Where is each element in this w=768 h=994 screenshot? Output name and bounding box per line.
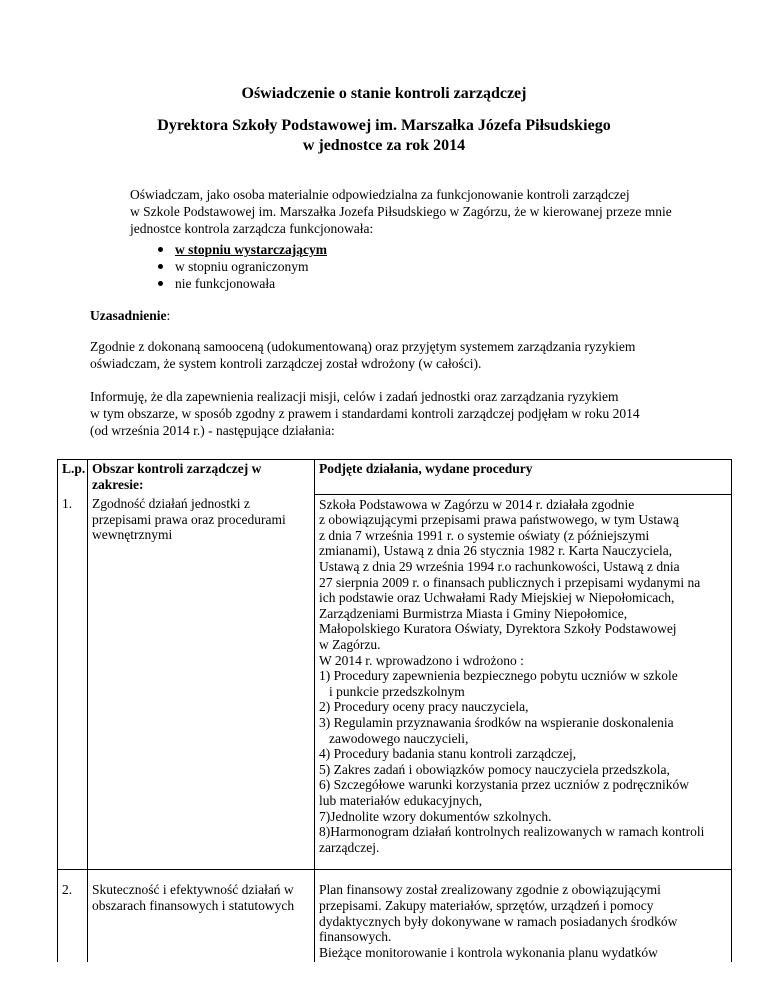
paragraph-line: w tym obszarze, w sposób zgodny z prawem i standardami kontroli zarządczej podjęłam w roku 2014 <box>90 406 640 421</box>
action-line: 8)Harmonogram działań kontrolnych realizowanych w ramach kontroli <box>319 824 705 840</box>
action-line: ich podstawie oraz Uchwałami Rady Miejskiej w Niepołomicach, <box>319 590 675 606</box>
action-line: 3) Regulamin przyznawania środków na wspieranie doskonalenia <box>319 715 674 730</box>
action-line: Plan finansowy został zrealizowany zgodnie z obowiązującymi <box>319 882 661 898</box>
bullet-icon <box>158 281 163 286</box>
justification-heading <box>90 307 170 324</box>
status-options-list <box>158 241 327 292</box>
declaration-paragraph <box>130 186 690 237</box>
header-area: Obszar kontroli zarządczej w zakresie: <box>88 460 315 495</box>
action-line: Zarządzeniami Burmistrza Miasta i Gminy Niepołomice, <box>319 605 628 621</box>
paragraph-line: Zgodnie z dokonaną samooceną (udokumentowaną) oraz przyjętym systemem zarządzania ryzykiem <box>90 339 636 354</box>
action-line: 7)Jednolite wzory dokumentów szkolnych. <box>319 808 552 824</box>
action-line: 27 sierpnia 2009 r. o finansach publicznych i przepisami wydanymi na <box>319 574 701 590</box>
action-line: 5) Zakres zadań i obowiązków pomocy nauczyciela przedszkola, <box>319 761 670 777</box>
table-row <box>58 870 732 962</box>
action-line: Małopolskiego Kuratora Oświaty, Dyrektora Szkoły Podstawowej <box>319 621 677 637</box>
document-subtitle-line2: w jednostce za rok 2014 <box>302 137 466 154</box>
action-line: i punkcie przedszkolnym <box>329 683 465 699</box>
bullet-icon <box>158 264 163 269</box>
status-option-sufficient <box>158 241 327 258</box>
justification-paragraph <box>90 338 650 372</box>
document-title: Oświadczenie o stanie kontroli zarządczej <box>241 85 527 102</box>
action-line: finansowych. <box>319 929 392 945</box>
action-line: zmianami), Ustawą z dnia 26 stycznia 1982 r. Karta Nauczyciela, <box>319 543 673 559</box>
paragraph-line: (od września 2014 r.) - następujące działania: <box>90 423 335 438</box>
action-line: przepisami. Zakupy materiałów, sprzętów, urządzeń i pomocy <box>319 897 654 913</box>
action-line: z obowiązującymi przepisami prawa państwowego, w tym Ustawą <box>319 512 679 528</box>
action-line: zarządczej. <box>319 839 380 855</box>
paragraph-line: Informuję, że dla zapewnienia realizacji misji, celów i zadań jednostki oraz zarządzania ryzykiem <box>90 389 619 404</box>
row-area: Skuteczność i efektywność działań w obszarach finansowych i statutowych <box>88 870 315 962</box>
action-line: Szkoła Podstawowa w Zagórzu w 2014 r. działała zgodnie <box>319 496 635 512</box>
paragraph-line: oświadczam, że system kontroli zarządczej został wdrożony (w całości). <box>90 356 482 371</box>
header-lp: L.p. <box>58 460 88 495</box>
action-line: lub materiałów edukacyjnych, <box>319 792 483 808</box>
action-line: w Zagórzu. <box>319 637 381 653</box>
action-line: W 2014 r. wprowadzono i wdrożono : <box>319 652 524 668</box>
row-lp: 2. <box>58 870 88 962</box>
row-actions <box>315 870 732 962</box>
declaration-line: w Szkole Podstawowej im. Marszałka Jozefa Piłsudskiego w Zagórzu, że w kierowanej przeze mnie <box>130 204 672 219</box>
action-line: 6) Szczegółowe warunki korzystania przez uczniów z podręczników <box>319 777 689 793</box>
action-line: 1) Procedury zapewnienia bezpiecznego pobytu uczniów w szkole <box>319 668 678 684</box>
bullet-icon <box>158 247 163 252</box>
action-line: dydaktycznych były dokonywane w ramach posiadanych środków <box>319 913 678 929</box>
action-line: Ustawą z dnia 29 września 1994 r.o rachunkowości, Ustawą z dnia <box>319 559 680 575</box>
status-option-label: w stopniu wystarczającym <box>175 242 327 257</box>
action-line: Bieżące monitorowanie i kontrola wykonania planu wydatków <box>319 944 658 960</box>
justification-colon: : <box>166 308 171 323</box>
action-line: 2) Procedury oceny pracy nauczyciela, <box>319 699 529 715</box>
control-areas-table <box>57 459 732 962</box>
action-line: 4) Procedury badania stanu kontroli zarządczej, <box>319 746 577 762</box>
action-line: zawodowego nauczycieli, <box>329 730 469 746</box>
document-subtitle-line1: Dyrektora Szkoły Podstawowej im. Marszałka Józefa Piłsudskiego <box>157 117 611 134</box>
row-actions <box>315 494 732 870</box>
table-header-row <box>58 460 732 495</box>
status-option-label: w stopniu ograniczonym <box>175 259 309 274</box>
action-line: z dnia 7 września 1991 r. o systemie oświaty (z późniejszymi <box>319 527 650 543</box>
header-actions: Podjęte działania, wydane procedury <box>315 460 732 495</box>
status-option-limited <box>158 258 327 275</box>
row-area: Zgodność działań jednostki z przepisami prawa oraz procedurami wewnętrznymi <box>88 494 315 870</box>
status-option-none <box>158 275 327 292</box>
row-lp: 1. <box>58 494 88 870</box>
table-row <box>58 494 732 870</box>
status-option-label: nie funkcjonowała <box>175 276 276 291</box>
declaration-line: Oświadczam, jako osoba materialnie odpowiedzialna za funkcjonowanie kontroli zarządczej <box>130 187 630 202</box>
information-paragraph <box>90 388 650 439</box>
declaration-line: jednostce kontrola zarządcza funkcjonowała: <box>130 221 374 236</box>
justification-label: Uzasadnienie <box>90 308 167 323</box>
